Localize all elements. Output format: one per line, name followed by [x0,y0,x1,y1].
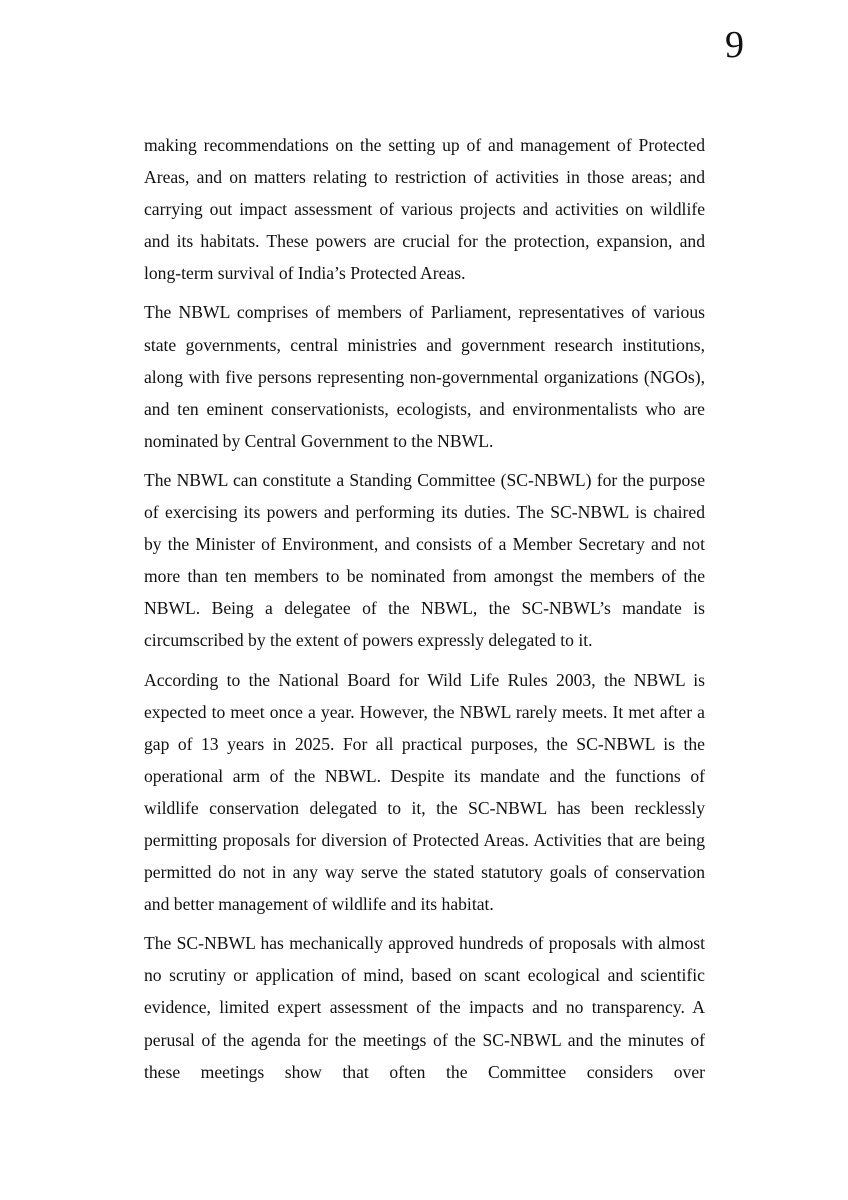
paragraph-powers: making recommendations on the setting up of and management of Protected Areas, and on matters relating to restriction of activities in those areas; and carrying out impact assessment of various projects and activities on wildlife and its habitats. These powers are crucial for the protection, expansion, and long-term survival of India’s Protected Areas. [144,135,705,284]
document-body [144,129,705,1095]
paragraph-nbwl-meetings: According to the National Board for Wild Life Rules 2003, the NBWL is expected to meet once a year. However, the NBWL rarely meets. It met after a gap of 13 years in 2025. For all practical purposes, the SC-NBWL is the operational arm of the NBWL. Despite its mandate and the functions of wildlife conservation delegated to it, the SC-NBWL has been recklessly permitting proposals for diversion of Protected Areas. Activities that are being permitted do not in any way serve the stated statutory goals of conservation and better management of wildlife and its habitat. [144,669,705,915]
page-number: 9 [725,24,744,66]
paragraph-sc-nbwl-approvals: The SC-NBWL has mechanically approved hundreds of proposals with almost no scrutiny or application of mind, based on scant ecological and scientific evidence, limited expert assessment of the impacts and no transparency. A perusal of the agenda for the meetings of the SC-NBWL and the minutes of these meetings show that often the Committee considers over [144,933,705,1082]
paragraph-nbwl-composition: The NBWL comprises of members of Parliament, representatives of various state governments, central ministries and government research institutions, along with five persons representing non-governmental organizations (NGOs), and ten eminent conservationists, ecologists, and environmentalists who are nominated by Central Government to the NBWL. [144,302,705,451]
paragraph-standing-committee: The NBWL can constitute a Standing Committee (SC-NBWL) for the purpose of exercising its powers and performing its duties. The SC-NBWL is chaired by the Minister of Environment, and consists of a Member Secretary and not more than ten members to be nominated from amongst the members of the NBWL. Being a delegatee of the NBWL, the SC-NBWL’s mandate is circumscribed by the extent of powers expressly delegated to it. [144,469,705,651]
